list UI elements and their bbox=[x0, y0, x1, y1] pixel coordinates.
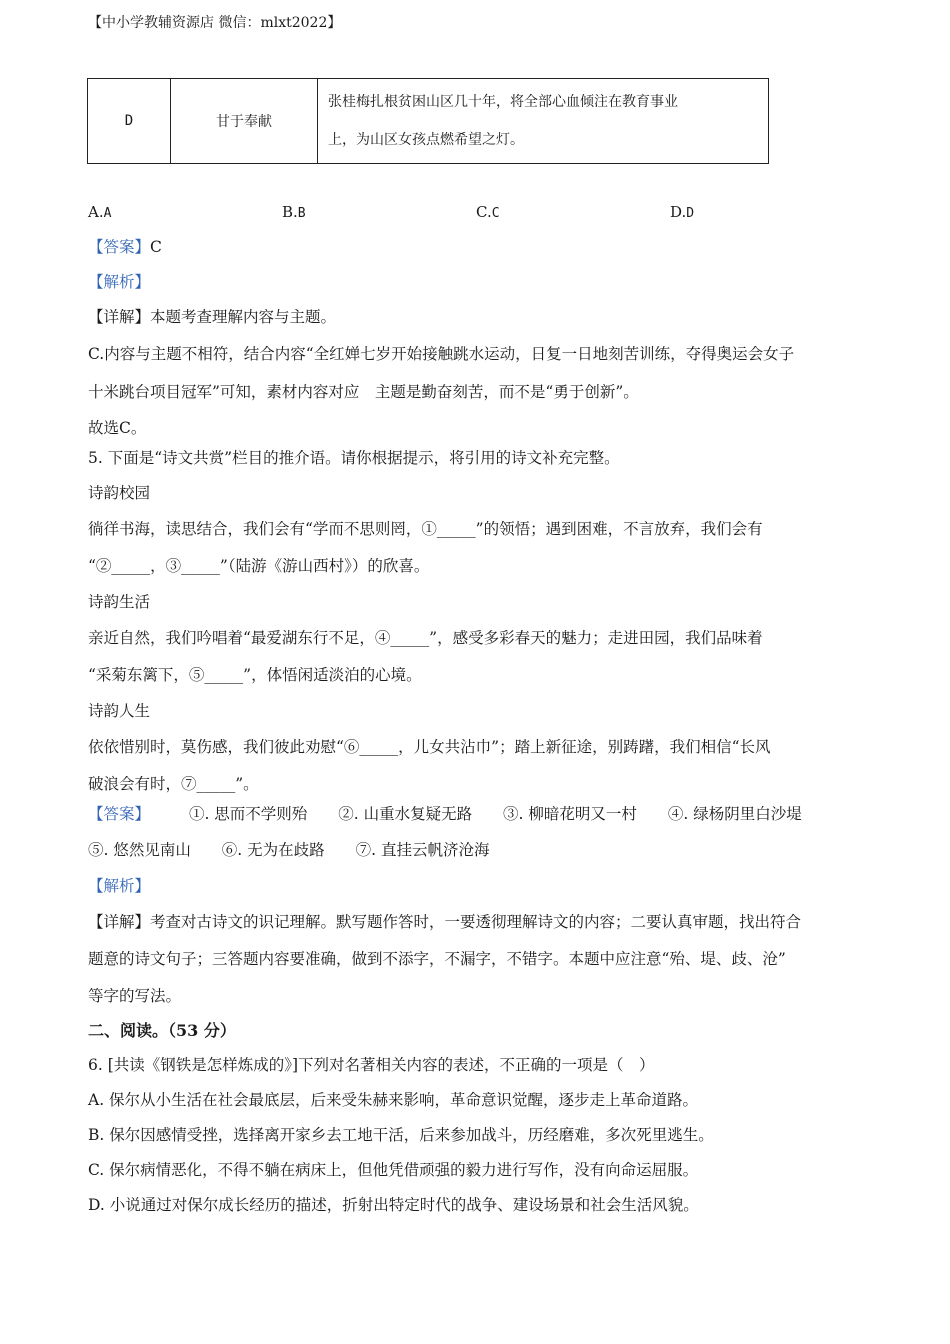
option-d: D. 小说通过对保尔成长经历的描述，折射出特定时代的战争、建设场景和社会生活风貌。 bbox=[88, 1196, 699, 1214]
option-b: B. 保尔因感情受挫，选择离开家乡去工地干活，后来参加战斗，历经磨难，多次死里逃生。 bbox=[88, 1126, 714, 1144]
detail-line: 【详解】本题考查理解内容与主题。 bbox=[88, 308, 337, 326]
answer-item: ②. 山重水复疑无路 bbox=[338, 805, 473, 823]
table-cell-theme: 甘于奉献 bbox=[171, 79, 318, 164]
answer-value: C bbox=[150, 238, 162, 256]
content-line: 张桂梅扎根贫困山区几十年，将全部心血倾注在教育事业 bbox=[328, 94, 678, 110]
detail-line: 十米跳台项目冠军”可知，素材内容对应 主题是勤奋刻苦，而不是“勇于创新”。 bbox=[88, 383, 639, 401]
paragraph-line: 破浪会有时，⑦_____”。 bbox=[88, 775, 259, 793]
q5-solution bbox=[88, 797, 888, 1015]
table-cell-letter: D bbox=[88, 79, 171, 164]
answer-item: ③. 柳暗花明又一村 bbox=[503, 805, 637, 823]
answer-tag: 【答案】 bbox=[88, 238, 151, 256]
choice-b: B.B bbox=[282, 203, 306, 221]
detail-line: 【详解】考查对古诗文的识记理解。默写题作答时，一要透彻理解诗文的内容；二要认真审题，找出符合 bbox=[88, 913, 802, 931]
answer-tag: 【答案】 bbox=[88, 805, 151, 823]
option-table bbox=[87, 78, 769, 164]
answer-row bbox=[88, 832, 888, 869]
detail-line: 题意的诗文句子；三答题内容要准确，做到不添字，不漏字，不错字。本题中应注意“殆、堤、歧、沧” bbox=[88, 950, 786, 968]
conclusion-line: 故选C。 bbox=[88, 419, 147, 437]
answer-line bbox=[88, 230, 868, 265]
answer-item: ⑦. 直挂云帆济沧海 bbox=[355, 841, 490, 859]
question-stem: 6. [共读《钢铁是怎样炼成的》]下列对名著相关内容的表述，不正确的一项是（ ） bbox=[88, 1056, 655, 1074]
detail-line: 等字的写法。 bbox=[88, 987, 182, 1005]
analysis-tag: 【解析】 bbox=[88, 877, 151, 895]
option-c: C. 保尔病情恶化，不得不躺在病床上，但他凭借顽强的毅力进行写作，没有向命运屈服。 bbox=[88, 1161, 699, 1179]
section-title: 诗韵人生 bbox=[88, 702, 151, 720]
paragraph-line: “②_____，③_____”（陆游《游山西村》）的欣喜。 bbox=[88, 557, 430, 575]
answer-item: ⑥. 无为在歧路 bbox=[221, 841, 325, 859]
choice-c: C.C bbox=[476, 203, 500, 221]
option-a: A. 保尔从小生活在社会最底层，后来受朱赫来影响，革命意识觉醒，逐步走上革命道路。 bbox=[88, 1091, 699, 1109]
analysis-tag: 【解析】 bbox=[88, 273, 151, 291]
answer-row bbox=[88, 797, 888, 832]
section-title: 诗韵校园 bbox=[88, 484, 151, 502]
paragraph-line: 依依惜别时，莫伤感，我们彼此劝慰“⑥_____，儿女共沾巾”；踏上新征途，别踌躇，我们相信“长风 bbox=[88, 738, 771, 756]
table-row bbox=[88, 79, 769, 164]
q5-question bbox=[88, 441, 868, 803]
paragraph-line: 亲近自然，我们吟唱着“最爱湖东行不足，④_____”，感受多彩春天的魅力；走进田园，我们品味着 bbox=[88, 629, 763, 647]
detail-line: C.内容与主题不相符，结合内容“全红婵七岁开始接触跳水运动，日复一日地刻苦训练，夺得奥运会女子 bbox=[88, 345, 795, 363]
choice-a: A.A bbox=[88, 203, 112, 221]
paragraph-line: “采菊东篱下，⑤_____”，体悟闲适淡泊的心境。 bbox=[88, 666, 422, 684]
q4-solution bbox=[88, 230, 868, 446]
part2-section bbox=[88, 1013, 868, 1223]
answer-item: ①. 思而不学则殆 bbox=[188, 805, 308, 823]
watermark-header: 【中小学教辅资源店 微信：mlxt2022】 bbox=[88, 15, 342, 31]
choice-d: D.D bbox=[670, 203, 695, 221]
answer-item: ④. 绿杨阴里白沙堤 bbox=[667, 805, 802, 823]
table-cell-content bbox=[318, 79, 769, 164]
section-heading: 二、阅读。（53 分） bbox=[88, 1021, 236, 1040]
content-line: 上，为山区女孩点燃希望之灯。 bbox=[328, 132, 524, 148]
paragraph-line: 徜徉书海，读思结合，我们会有“学而不思则罔，①_____”的领悟；遇到困难，不言放弃，我们会有 bbox=[88, 520, 763, 538]
section-title: 诗韵生活 bbox=[88, 593, 151, 611]
answer-item: ⑤. 悠然见南山 bbox=[88, 841, 191, 859]
question-stem: 5. 下面是“诗文共赏”栏目的推介语。请你根据提示，将引用的诗文补充完整。 bbox=[88, 449, 620, 467]
